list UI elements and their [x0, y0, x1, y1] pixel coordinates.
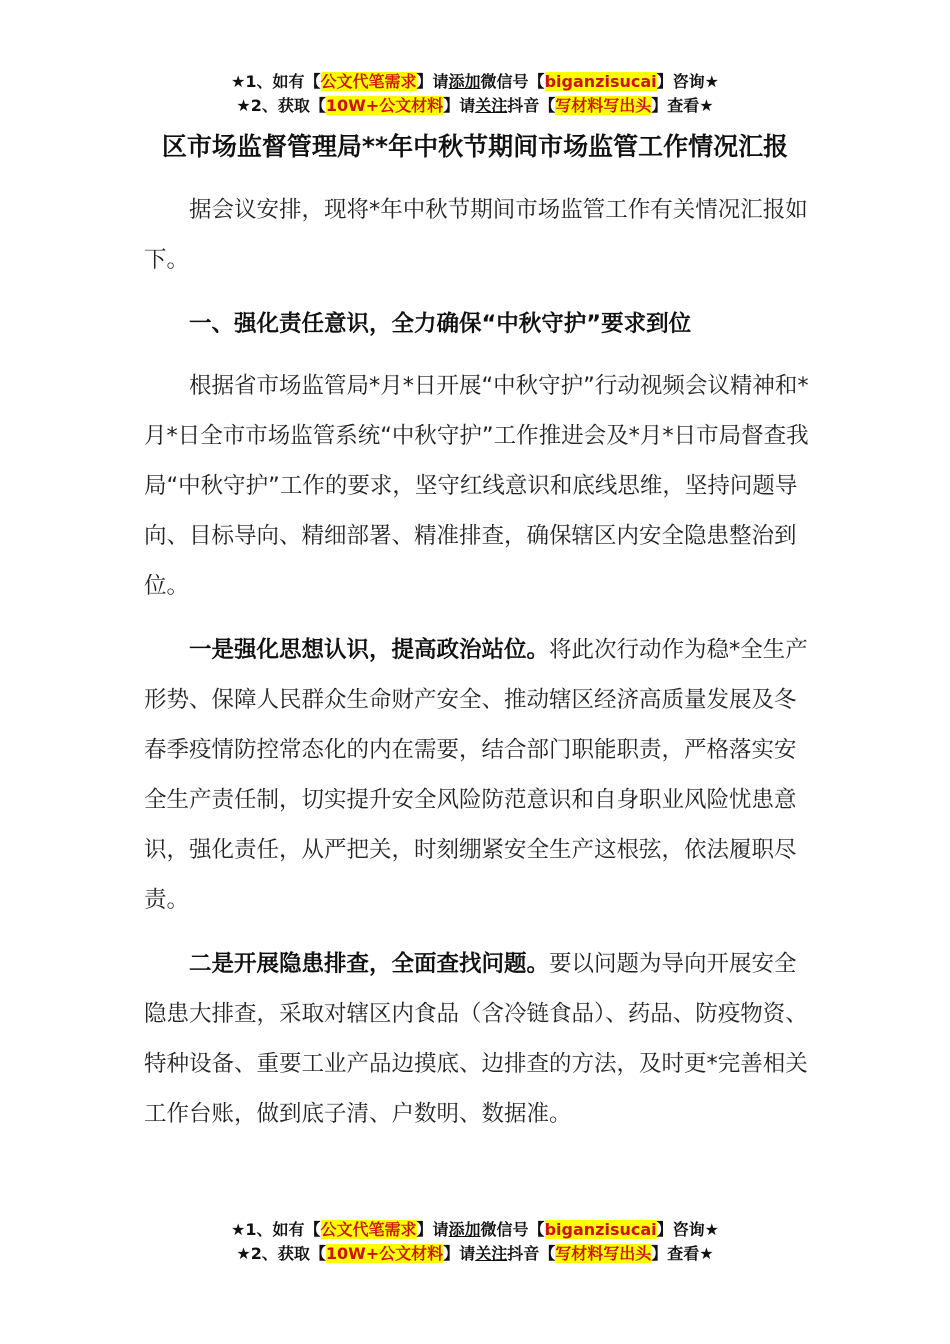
document-title: 区市场监督管理局**年中秋节期间市场监管工作情况汇报: [161, 132, 789, 161]
point-paragraph-1: [144, 625, 816, 925]
promo-underline: 关注: [475, 96, 508, 115]
promo-highlight: 10W+公文材料: [325, 96, 444, 115]
promo-text: 】查看★: [651, 96, 714, 115]
promo-banner-bottom: [0, 1218, 950, 1266]
document-body: [144, 185, 816, 1153]
promo-text: 微信号【: [480, 1220, 545, 1239]
promo-line-2: [0, 94, 950, 118]
promo-highlight: 10W+公文材料: [325, 1244, 444, 1263]
promo-text: 】查看★: [651, 1244, 714, 1263]
point-text: 要以问题为导向开展安全隐患大排查，采取对辖区内食品（含冷链食品）、药品、防疫物资、特种设备、重要工业产品边摸底、边排查的方法，及时更*完善相关工作台账，做到底子清、户数明、数据准。: [144, 951, 808, 1127]
promo-highlight: biganzisucai: [544, 1220, 657, 1239]
promo-highlight: biganzisucai: [544, 72, 657, 91]
promo-text: 】请: [416, 1220, 449, 1239]
promo-text: 抖音【: [507, 1244, 556, 1263]
promo-text: 微信号【: [480, 72, 545, 91]
promo-banner-top: [0, 70, 950, 118]
section-paragraph: 根据省市场监管局*月*日开展“中秋守护”行动视频会议精神和*月*日全市市场监管系统“中秋守护”工作推进会及*月*日市局督查我局“中秋守护”工作的要求，坚守红线意识和底线思维，坚持问题导向、目标导向、精细部署、精准排查，确保辖区内安全隐患整治到位。: [144, 373, 809, 599]
promo-highlight: 公文代笔需求: [320, 72, 417, 91]
promo-text: ★1、如有【: [231, 72, 321, 91]
point-text: 将此次行动作为稳*全生产形势、保障人民群众生命财产安全、推动辖区经济高质量发展及冬春季疫情防控常态化的内在需要，结合部门职能职责，严格落实安全生产责任制，切实提升安全风险防范意识和自身职业风险忧患意识，强化责任，从严把关，时刻绷紧安全生产这根弦，依法履职尽责。: [144, 637, 808, 913]
promo-text: 】咨询★: [656, 72, 719, 91]
promo-underline: 添加: [448, 1220, 481, 1239]
intro-paragraph: 据会议安排，现将*年中秋节期间市场监管工作有关情况汇报如下。: [144, 197, 808, 273]
promo-text: 】请: [416, 72, 449, 91]
promo-underline: 关注: [475, 1244, 508, 1263]
point-paragraph-2: [144, 939, 816, 1139]
promo-highlight: 写材料写出头: [555, 1244, 652, 1263]
point-lead: 二是开展隐患排查，全面查找问题。: [189, 951, 550, 977]
promo-text: 】请: [443, 96, 476, 115]
promo-line-2: [0, 1242, 950, 1266]
promo-text: ★2、获取【: [236, 96, 326, 115]
promo-text: 抖音【: [507, 96, 556, 115]
promo-line-1: [0, 70, 950, 94]
promo-text: 】请: [443, 1244, 476, 1263]
promo-line-1: [0, 1218, 950, 1242]
promo-highlight: 公文代笔需求: [320, 1220, 417, 1239]
promo-text: 】咨询★: [656, 1220, 719, 1239]
section-heading: 一、强化责任意识，全力确保“中秋守护”要求到位: [189, 311, 692, 337]
promo-highlight: 写材料写出头: [555, 96, 652, 115]
promo-text: ★1、如有【: [231, 1220, 321, 1239]
point-lead: 一是强化思想认识，提高政治站位。: [189, 637, 550, 663]
promo-underline: 添加: [448, 72, 481, 91]
promo-text: ★2、获取【: [236, 1244, 326, 1263]
